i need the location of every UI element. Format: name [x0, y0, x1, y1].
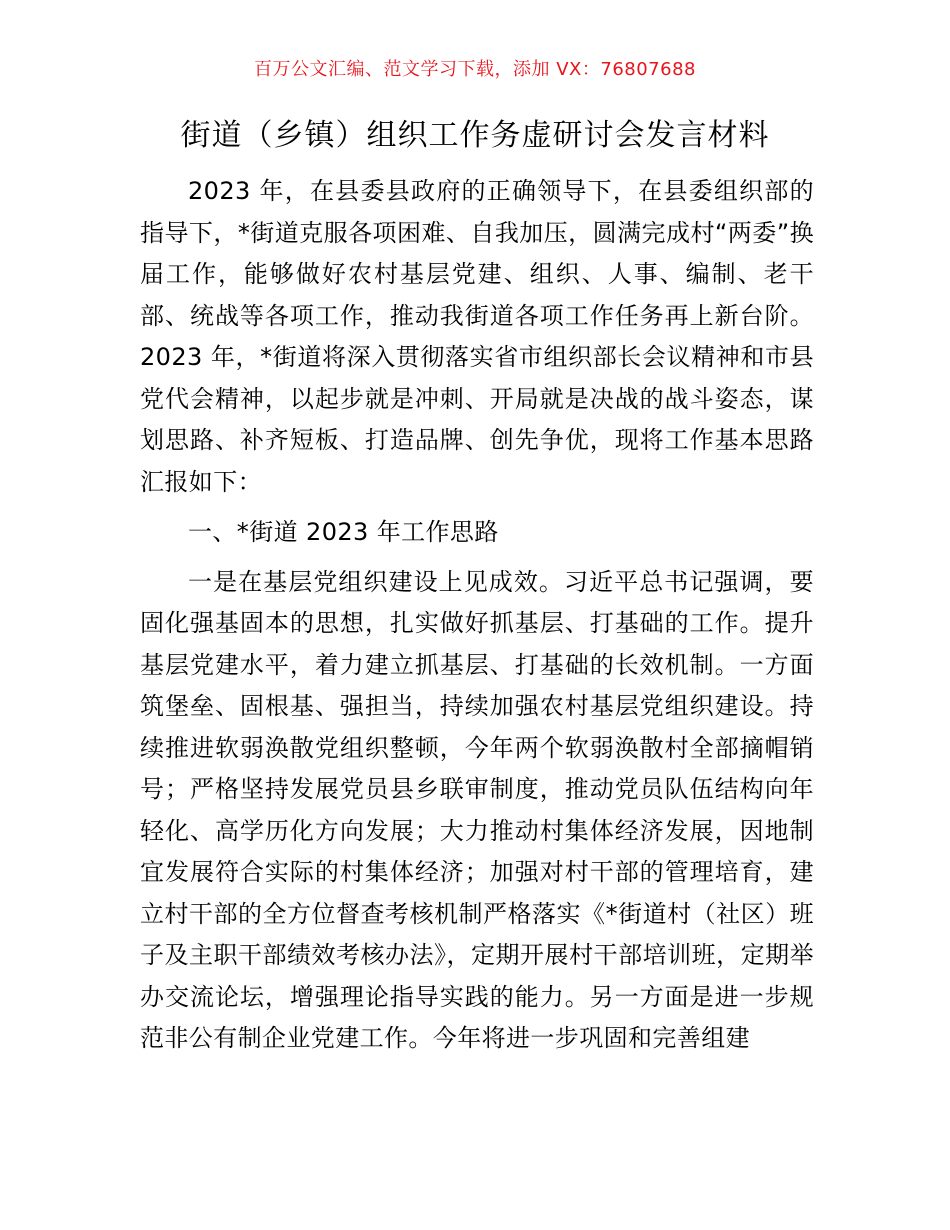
header-watermark-note: 百万公文汇编、范文学习下载，添加 VX：76807688 — [254, 59, 696, 80]
intro-paragraph: 2023 年，在县委县政府的正确领导下，在县委组织部的指导下，*街道克服各项困难、自我加压，圆满完成村“两委”换届工作，能够做好农村基层党建、组织、人事、编制、老干部、统战等各项工作，推动我街道各项工作任务再上新台阶。2023 年，*街道将深入贯彻落实省市组织部长会议精神和市县党代会精神，以起步就是冲刺、开局就是决战的战斗姿态，谋划思路、补齐短板、打造品牌、创先争优，现将工作基本思路汇报如下： — [140, 177, 814, 496]
document-body — [140, 171, 814, 1060]
section-paragraph: 一是在基层党组织建设上见成效。习近平总书记强调，要固化强基固本的思想，扎实做好抓基层、打基础的工作。提升基层党建水平，着力建立抓基层、打基础的长效机制。一方面筑堡垒、固根基、强担当，持续加强农村基层党组织建设。持续推进软弱涣散党组织整顿，今年两个软弱涣散村全部摘帽销号；严格坚持发展党员县乡联审制度，推动党员队伍结构向年轻化、高学历化方向发展；大力推动村集体经济发展，因地制宜发展符合实际的村集体经济；加强对村干部的管理培育，建立村干部的全方位督查考核机制严格落实《*街道村（社区）班子及主职干部绩效考核办法》，定期开展村干部培训班，定期举办交流论坛，增强理论指导实践的能力。另一方面是进一步规范非公有制企业党建工作。今年将进一步巩固和完善组建 — [140, 567, 814, 1052]
document-title: 街道（乡镇）组织工作务虚研讨会发言材料 — [180, 118, 770, 153]
section-heading: 一、*街道 2023 年工作思路 — [188, 518, 499, 546]
